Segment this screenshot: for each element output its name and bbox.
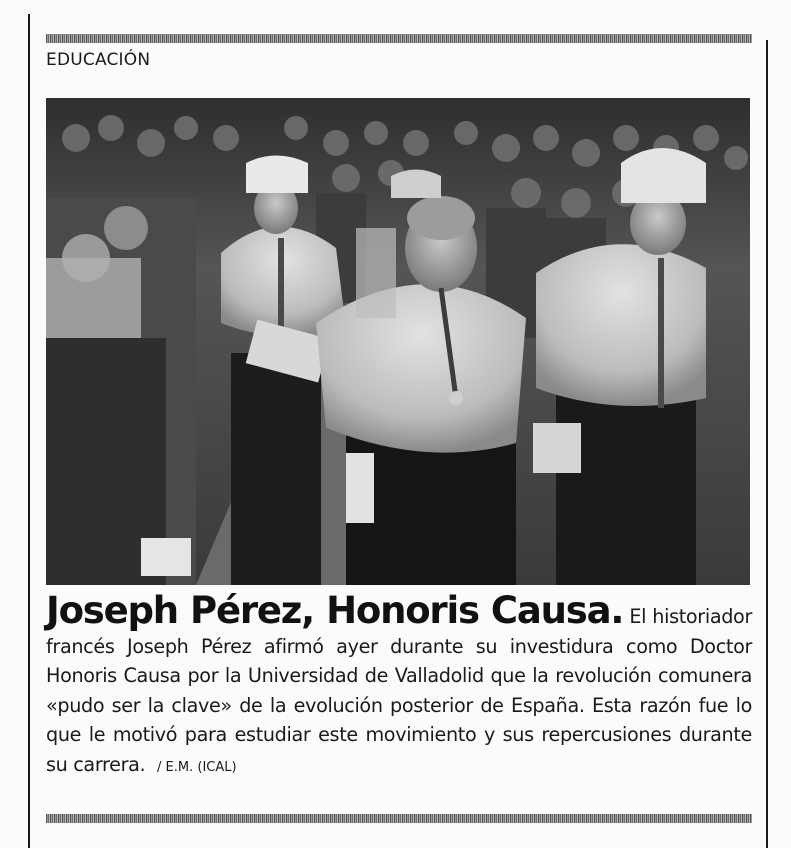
- top-rule-band: [46, 34, 752, 43]
- headline: Joseph Pérez, Honoris Causa.: [46, 589, 624, 632]
- column-rule-left: [28, 14, 30, 848]
- article-text: [46, 589, 752, 782]
- article-body: El historiador francés Joseph Pérez afirmó ayer durante su investidura como Doctor Honoris Causa por la Universidad de Valladolid que la revolución comunera «pudo ser la clave» de la evolución posterior de España. Esta razón fue lo que le motivó para estudiar este movimiento y sus repercusiones durante su carrera.: [46, 605, 752, 776]
- photo-credit: / E.M. (ICAL): [157, 759, 237, 775]
- bottom-rule-band: [46, 814, 752, 823]
- section-label: EDUCACIÓN: [46, 50, 151, 70]
- column-rule-right: [766, 40, 768, 848]
- ceremony-photo: [46, 98, 750, 585]
